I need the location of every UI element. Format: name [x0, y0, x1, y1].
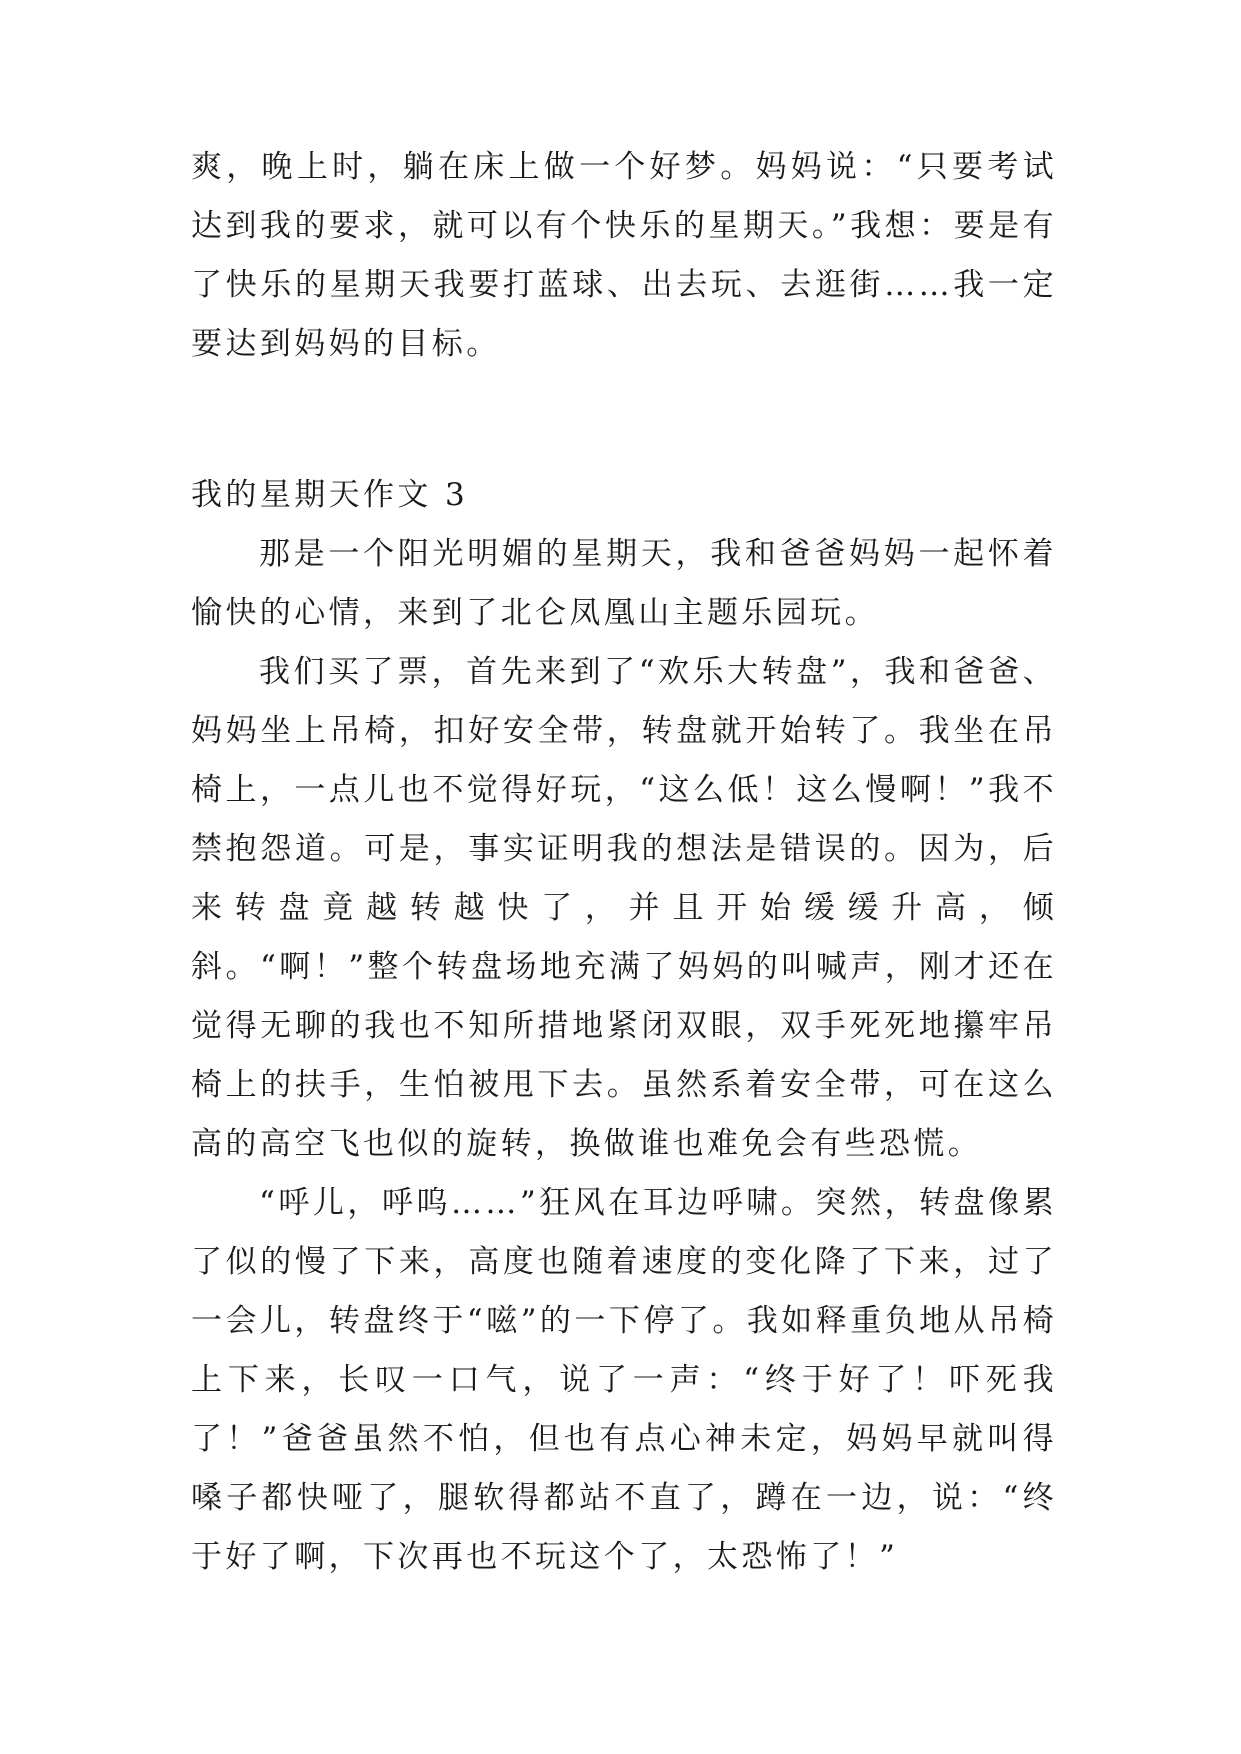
paragraph-2: 我们买了票，首先来到了“欢乐大转盘”，我和爸爸、妈妈坐上吊椅，扣好安全带，转盘就开始转了。我坐在吊椅上，一点儿也不觉得好玩，“这么低！这么慢啊！”我不禁抱怨道。可是，事实证明我的想法是错误的。因为，后来转盘竟越转越快了，并且开始缓缓升高，倾斜。“啊！”整个转盘场地充满了妈妈的叫喊声，刚才还在觉得无聊的我也不知所措地紧闭双眼，双手死死地攥牢吊椅上的扶手，生怕被甩下去。虽然系着安全带，可在这么高的高空飞也似的旋转，换做谁也难免会有些恐慌。: [191, 654, 1057, 1162]
paragraph-3: “呼儿，呼呜……”狂风在耳边呼啸。突然，转盘像累了似的慢了下来，高度也随着速度的变化降了下来，过了一会儿，转盘终于“嗞”的一下停了。我如释重负地从吊椅上下来，长叹一口气，说了一声：“终于好了！吓死我了！”爸爸虽然不怕，但也有点心神未定，妈妈早就叫得嗓子都快哑了，腿软得都站不直了，蹲在一边，说：“终于好了啊，下次再也不玩这个了，太恐怖了！”: [191, 1185, 1057, 1575]
document-body: [191, 138, 1057, 1587]
intro-paragraph: 爽，晚上时，躺在床上做一个好梦。妈妈说：“只要考试达到我的要求，就可以有个快乐的星期天。”我想：要是有了快乐的星期天我要打蓝球、出去玩、去逛街……我一定要达到妈妈的目标。: [191, 149, 1057, 362]
section-gap: [191, 374, 1057, 466]
paragraph-1: 那是一个阳光明媚的星期天，我和爸爸妈妈一起怀着愉快的心情，来到了北仑凤凰山主题乐园玩。: [191, 536, 1057, 631]
section-title: 我的星期天作文 3: [191, 477, 469, 513]
